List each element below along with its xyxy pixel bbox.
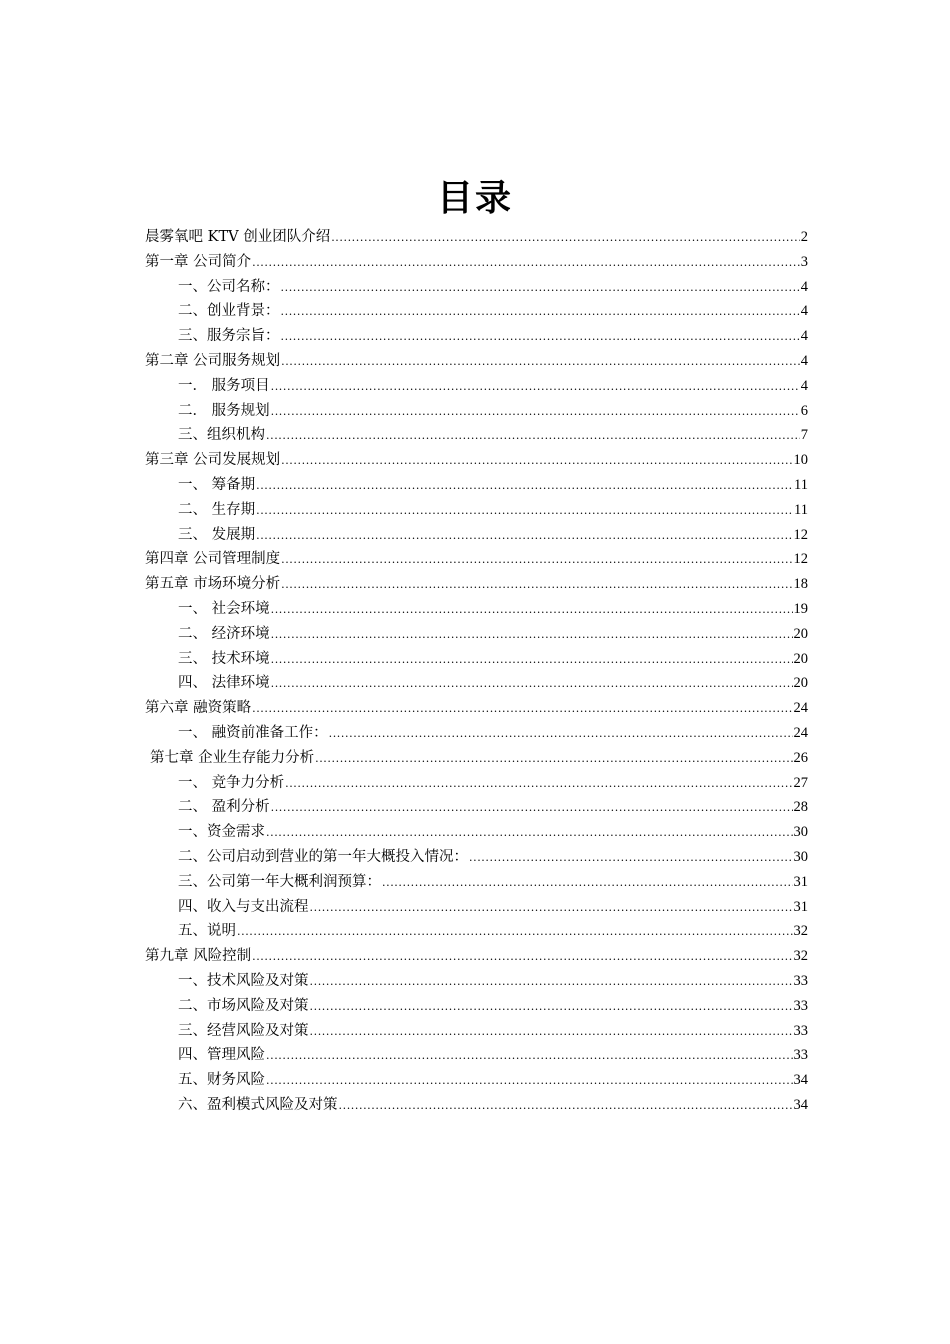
toc-page-number: 33 (793, 997, 808, 1014)
toc-section-entry[interactable] (145, 671, 808, 696)
table-of-contents (145, 225, 808, 1118)
toc-section-entry[interactable] (145, 622, 808, 647)
toc-dot-leader (315, 747, 792, 772)
toc-section-entry[interactable] (145, 994, 808, 1019)
toc-entry-text: 二． 服务规划 (178, 402, 270, 419)
toc-chapter-entry[interactable] (145, 746, 808, 771)
toc-page-number: 28 (793, 799, 808, 816)
toc-page-number: 34 (793, 1072, 808, 1089)
toc-page-number: 24 (793, 700, 808, 717)
toc-page-number: 33 (793, 1022, 808, 1039)
toc-section-entry[interactable] (145, 795, 808, 820)
toc-page-number: 4 (800, 328, 808, 345)
toc-entry-text: 一、 社会环境 (178, 600, 270, 617)
toc-chapter-entry[interactable] (145, 696, 808, 721)
toc-entry-text: 六、盈利模式风险及对策 (178, 1096, 338, 1113)
toc-page-number: 10 (793, 452, 808, 469)
toc-page-number: 24 (793, 724, 808, 741)
toc-entry-text: 一、资金需求 (178, 824, 265, 841)
toc-entry-text: 第六章 融资策略 (145, 700, 252, 717)
toc-chapter-entry[interactable] (145, 572, 808, 597)
toc-dot-leader (285, 772, 792, 797)
toc-section-entry[interactable] (145, 597, 808, 622)
toc-dot-leader (310, 896, 793, 921)
toc-section-entry[interactable] (145, 845, 808, 870)
toc-page-number: 18 (793, 576, 808, 593)
toc-section-entry[interactable] (145, 473, 808, 498)
toc-dot-leader (331, 226, 800, 251)
toc-entry-text: 第七章 企业生存能力分析 (150, 749, 315, 766)
toc-entry-text: 第三章 公司发展规划 (145, 452, 281, 469)
toc-section-entry[interactable] (145, 523, 808, 548)
toc-chapter-entry[interactable] (145, 225, 808, 250)
toc-section-entry[interactable] (145, 299, 808, 324)
toc-entry-text: 五、财务风险 (178, 1072, 265, 1089)
toc-dot-leader (281, 573, 792, 598)
toc-chapter-entry[interactable] (145, 448, 808, 473)
toc-page-number: 26 (793, 749, 808, 766)
toc-entry-text: 第五章 市场环境分析 (145, 576, 281, 593)
toc-section-entry[interactable] (145, 423, 808, 448)
toc-entry-text: 二、公司启动到营业的第一年大概投入情况： (178, 848, 468, 865)
toc-dot-leader (271, 623, 793, 648)
toc-page-number: 20 (793, 675, 808, 692)
toc-entry-text: 一、公司名称： (178, 278, 280, 295)
toc-dot-leader (271, 400, 800, 425)
toc-entry-text: 第二章 公司服务规划 (145, 352, 281, 369)
toc-page-number: 30 (793, 848, 808, 865)
toc-page-number: 31 (793, 873, 808, 890)
toc-entry-text: 第四章 公司管理制度 (145, 551, 281, 568)
toc-page-number: 34 (793, 1096, 808, 1113)
toc-dot-leader (252, 697, 792, 722)
toc-page-number: 33 (793, 972, 808, 989)
toc-chapter-entry[interactable] (145, 250, 808, 275)
toc-dot-leader (281, 449, 792, 474)
toc-entry-text: 第九章 风险控制 (145, 948, 252, 965)
toc-section-entry[interactable] (145, 399, 808, 424)
toc-dot-leader (310, 970, 793, 995)
toc-entry-text: 二、 经济环境 (178, 625, 270, 642)
toc-dot-leader (329, 722, 793, 747)
toc-dot-leader (266, 424, 800, 449)
toc-section-entry[interactable] (145, 1093, 808, 1118)
toc-dot-leader (266, 821, 793, 846)
toc-section-entry[interactable] (145, 820, 808, 845)
toc-dot-leader (281, 548, 792, 573)
toc-dot-leader (281, 325, 800, 350)
toc-entry-text: 第一章 公司简介 (145, 253, 252, 270)
toc-dot-leader (469, 846, 793, 871)
toc-chapter-entry[interactable] (145, 944, 808, 969)
toc-page-number: 20 (793, 625, 808, 642)
toc-entry-text: 一、 竞争力分析 (178, 774, 285, 791)
toc-section-entry[interactable] (145, 1068, 808, 1093)
toc-page-number: 30 (793, 824, 808, 841)
toc-entry-text: 一、 筹备期 (178, 476, 256, 493)
toc-dot-leader (271, 648, 793, 673)
toc-section-entry[interactable] (145, 1019, 808, 1044)
toc-page-number: 4 (800, 303, 808, 320)
toc-dot-leader (266, 1069, 793, 1094)
toc-entry-text: 三、 技术环境 (178, 650, 270, 667)
toc-dot-leader (256, 499, 793, 524)
toc-section-entry[interactable] (145, 969, 808, 994)
toc-page-number: 4 (800, 377, 808, 394)
toc-section-entry[interactable] (145, 895, 808, 920)
toc-page-number: 33 (793, 1047, 808, 1064)
toc-dot-leader (252, 251, 800, 276)
toc-entry-text: 三、组织机构 (178, 427, 265, 444)
toc-page-number: 11 (794, 476, 808, 493)
toc-entry-text: 三、经营风险及对策 (178, 1022, 309, 1039)
toc-page-number: 12 (793, 526, 808, 543)
toc-section-entry[interactable] (145, 1043, 808, 1068)
toc-dot-leader (339, 1094, 793, 1119)
toc-page-number: 19 (793, 600, 808, 617)
toc-dot-leader (310, 995, 793, 1020)
toc-dot-leader (281, 350, 800, 375)
toc-section-entry[interactable] (145, 498, 808, 523)
toc-section-entry[interactable] (145, 771, 808, 796)
toc-page-number: 6 (800, 402, 808, 419)
toc-page-number: 7 (800, 427, 808, 444)
toc-entry-text: 二、创业背景： (178, 303, 280, 320)
toc-page-number: 31 (793, 898, 808, 915)
toc-section-entry[interactable] (145, 919, 808, 944)
toc-dot-leader (271, 598, 793, 623)
toc-dot-leader (237, 920, 793, 945)
toc-dot-leader (256, 524, 792, 549)
toc-page-number: 3 (800, 253, 808, 270)
toc-dot-leader (271, 375, 800, 400)
toc-section-entry[interactable] (145, 324, 808, 349)
toc-entry-text: 三、公司第一年大概利润预算： (178, 873, 381, 890)
toc-dot-leader (266, 1044, 793, 1069)
toc-dot-leader (256, 474, 793, 499)
toc-page-number: 4 (800, 278, 808, 295)
toc-title: 目录 (436, 178, 513, 219)
toc-entry-text: 五、说明 (178, 923, 236, 940)
toc-entry-text: 四、管理风险 (178, 1047, 265, 1064)
toc-page-number: 32 (793, 948, 808, 965)
toc-entry-text: 三、 发展期 (178, 526, 256, 543)
toc-dot-leader (271, 672, 793, 697)
toc-dot-leader (271, 796, 793, 821)
toc-chapter-entry[interactable] (145, 349, 808, 374)
toc-entry-text: 一、技术风险及对策 (178, 972, 309, 989)
toc-dot-leader (281, 300, 800, 325)
toc-entry-text: 二、市场风险及对策 (178, 997, 309, 1014)
toc-page-number: 20 (793, 650, 808, 667)
toc-dot-leader (281, 276, 800, 301)
toc-section-entry[interactable] (145, 374, 808, 399)
toc-dot-leader (310, 1020, 793, 1045)
toc-page-number: 27 (793, 774, 808, 791)
toc-dot-leader (252, 945, 792, 970)
toc-entry-text: 四、 法律环境 (178, 675, 270, 692)
toc-page-number: 12 (793, 551, 808, 568)
toc-entry-text: 二、 生存期 (178, 501, 256, 518)
toc-section-entry[interactable] (145, 870, 808, 895)
toc-page-number: 32 (793, 923, 808, 940)
toc-entry-text: 晨雾氧吧 KTV 创业团队介绍 (145, 229, 331, 245)
toc-section-entry[interactable] (145, 647, 808, 672)
toc-page-number: 2 (800, 229, 808, 245)
toc-entry-text: 一． 服务项目 (178, 377, 270, 394)
toc-page-number: 4 (800, 352, 808, 369)
toc-chapter-entry[interactable] (145, 547, 808, 572)
toc-entry-text: 三、服务宗旨： (178, 328, 280, 345)
toc-entry-text: 二、 盈利分析 (178, 799, 270, 816)
toc-section-entry[interactable] (145, 721, 808, 746)
toc-dot-leader (382, 871, 793, 896)
toc-entry-text: 一、 融资前准备工作： (178, 724, 328, 741)
toc-page-number: 11 (794, 501, 808, 518)
toc-section-entry[interactable] (145, 275, 808, 300)
toc-entry-text: 四、收入与支出流程 (178, 898, 309, 915)
